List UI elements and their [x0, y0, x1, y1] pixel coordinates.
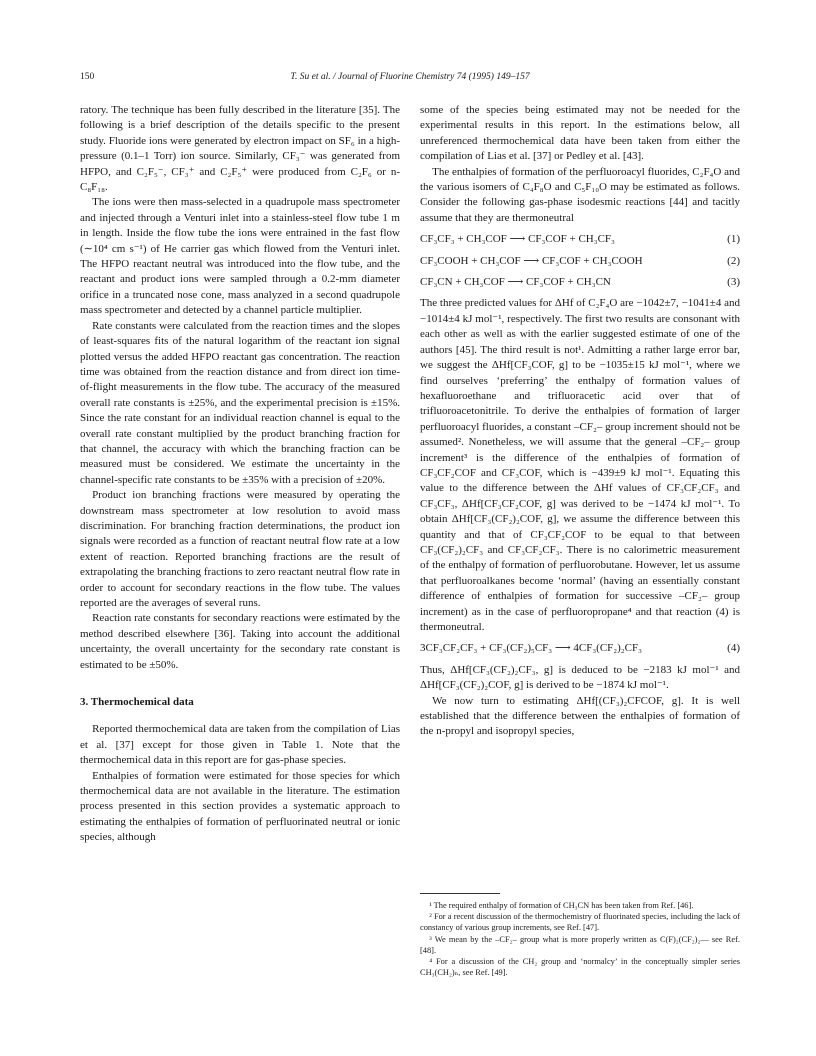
- paragraph: ratory. The technique has been fully described in the literature [35]. The following is a brief description of the details specific to the present study. Fluoride ions were generated by electron impact on SF₆ in a high-pressure (0.1–1 Torr) ion source. Similarly, CF₃⁻ was generated from HFPO, and C₂F₅⁻, CF₃⁺ and C₂F₅⁺ were produced from C₂F₆ or n-C₈F₁₈.: [80, 104, 400, 194]
- paragraph: Reaction rate constants for secondary reactions were estimated by the method described elsewhere [36]. Taking into account the additional uncertainty, the overall uncertainty for the secondary rate constant is estimated to be ±50%.: [80, 612, 400, 671]
- equation-number: (3): [727, 276, 740, 289]
- page-number: 150: [80, 72, 95, 82]
- right-column: [420, 103, 740, 740]
- equation-2: [420, 254, 740, 269]
- paragraph: Thus, ΔHf[CF₃(CF₂)₂CF₃, g] is deduced to be −2183 kJ mol⁻¹ and ΔHf[CF₃(CF₂)₂COF, g] is derived to be −1874 kJ mol⁻¹.: [420, 663, 740, 692]
- footnote-3: ³ We mean by the –CF₂– group what is more properly written as C(F)₂(CF₂)₂— see Ref. [48].: [420, 934, 740, 955]
- paragraph: Product ion branching fractions were measured by operating the downstream mass spectrometer at low resolution to avoid mass discrimination. For branching fraction determinations, the product ion signals were recorded as a function of reactant neutral flow rate at a low extent of reaction. Reported branching fractions are the result of extrapolating the branching fractions to zero reactant neutral flow rate in order to account for secondary reactions in the flow tube. The values reported are the averages of several runs.: [80, 489, 400, 609]
- journal-reference: T. Su et al. / Journal of Fluorine Chemistry 74 (1995) 149–157: [290, 72, 530, 82]
- left-column: [80, 103, 400, 846]
- paragraph: The three predicted values for ΔHf of C₂F₄O are −1042±7, −1041±4 and −1014±4 kJ mol⁻¹, respectively. The first two results are consonant with each other as well as with the earlier suggested estimate of one of the authors [45]. The third result is not¹. Admitting a rather large error bar, we suggest the ΔHf[CF₃COF, g] to be −1035±15 kJ mol⁻¹, where we find ourselves ‘preferring’ the enthalpy of formation values of hexafluoroethane and trifluoracetic acid over that of trifluoroacetonitrile. To derive the enthalpies of formation of larger perfluoroacyl fluorides, a constant –CF₂– group increment should not be assumed². Nonetheless, we will assume that the general –CF₂– group increment³ is the difference of the enthalpies of formation of CF₃CF₂COF and CF₃COF, which is −439±9 kJ mol⁻¹. Equating this value to the difference between the ΔHf values of CF₃CF₂CF₃ and CF₃CF₃, ΔHf[CF₃CF₂COF, g] was derived to be −1474 kJ mol⁻¹. To obtain ΔHf[CF₃(CF₂)₂COF, g], we assume the difference between this quantity and that of CF₃CF₂COF to be equal to that between CF₃(CF₂)₂CF₃ and CF₃CF₂CF₃. There is no calorimetric measurement of the enthalpy of formation of perfluorobutane. However, let us assume that perfluoroalkanes become ‘normal’ (having an essentially constant difference of enthalpies of formation for successive –CF₂– group increment) as in the case of perfluoropropane⁴ and that reaction (4) is thermoneutral.: [420, 297, 740, 633]
- equation-4: [420, 641, 740, 656]
- paragraph: We now turn to estimating ΔHf[(CF₃)₂CFCOF, g]. It is well established that the difference between the enthalpies of formation of the n-propyl and isopropyl species,: [420, 694, 740, 738]
- equation-text: CF₃CN + CH₃COF ⟶ CF₃COF + CH₃CN: [420, 276, 611, 289]
- paragraph: some of the species being estimated may not be needed for the experimental results in this report. In the estimations below, all unreferenced thermochemical data have been taken from either the compilation of Lias et al. [37] or Pedley et al. [43].: [420, 104, 740, 163]
- paragraph: Enthalpies of formation were estimated for those species for which thermochemical data are not available in the literature. The estimation process presented in this section provides a systematic approach to estimating the enthalpies of formation of perfluorinated neutral or ionic species, although: [80, 769, 400, 844]
- section-title: 3. Thermochemical data: [80, 696, 194, 709]
- equation-text: CF₃CF₃ + CH₃COF ⟶ CF₃COF + CH₃CF₃: [420, 233, 615, 246]
- paragraph: The enthalpies of formation of the perfluoroacyl fluorides, C₂F₄O and the various isomers of C₄F₈O and C₅F₁₀O may be estimated as follows. Consider the following gas-phase isodesmic reactions [44] and tacitly assume that they are thermoneutral: [420, 165, 740, 224]
- equation-text: 3CF₃CF₂CF₃ + CF₃(CF₂)₅CF₃ ⟶ 4CF₃(CF₂)₂CF₃: [420, 642, 642, 655]
- page-header: [80, 72, 740, 86]
- equation-3: [420, 275, 740, 290]
- footnote-1: ¹ The required enthalpy of formation of CH₃CN has been taken from Ref. [46].: [429, 901, 694, 910]
- paragraph: The ions were then mass-selected in a quadrupole mass spectrometer and injected through a Venturi inlet into a stainless-steel flow tube 1 m in length. Inside the flow tube the ions were entrained in the fast flow (∼10⁴ cm s⁻¹) of He carrier gas which flowed from the Venturi inlet. The HFPO reactant neutral was introduced into the flow tube, and the reactant and product ions were sampled through a 0.2-mm diameter orifice in a truncated nose cone, mass analyzed in a second quadrupole mass spectrometer and detected by a channel particle multiplier.: [80, 196, 400, 317]
- footnote-2: ² For a recent discussion of the thermochemistry of fluorinated species, including the lack of constancy of various group increments, see Ref. [47].: [420, 912, 740, 933]
- paragraph: Reported thermochemical data are taken from the compilation of Lias et al. [37] except for those given in Table 1. Note that the thermochemical data in this report are for gas-phase species.: [80, 723, 400, 767]
- equation-number: (1): [727, 233, 740, 246]
- equation-1: [420, 232, 740, 247]
- equation-text: CF₃COOH + CH₃COF ⟶ CF₃COF + CH₃COOH: [420, 254, 643, 267]
- paragraph: Rate constants were calculated from the reaction times and the slopes of least-squares fits of the natural logarithm of the reactant ion signal plotted versus the added HFPO reactant gas concentration. The reaction time was obtained from the reaction distance and from direct ion time-of-flight measurements in the flow tube. The accuracy of the measured overall rate constants is ±25%, and the experimental precision is ±15%. Since the rate constant for an individual reaction channel is equal to the overall rate constant multiplied by the product branching fraction for that channel, the accuracy with which the branching fraction can be measured must be considered. We estimate the uncertainty in the channel-specific rate constants to be ±35% with a precision of ±20%.: [80, 319, 400, 486]
- footnotes: [420, 893, 740, 978]
- footnote-4: ⁴ For a discussion of the CH₂ group and ‘normalcy’ in the conceptually simpler series CH₃(CH₂)ₙ, see Ref. [49].: [420, 957, 740, 978]
- footnote-rule: [420, 893, 500, 894]
- equation-number: (4): [727, 642, 740, 655]
- equation-number: (2): [727, 254, 740, 267]
